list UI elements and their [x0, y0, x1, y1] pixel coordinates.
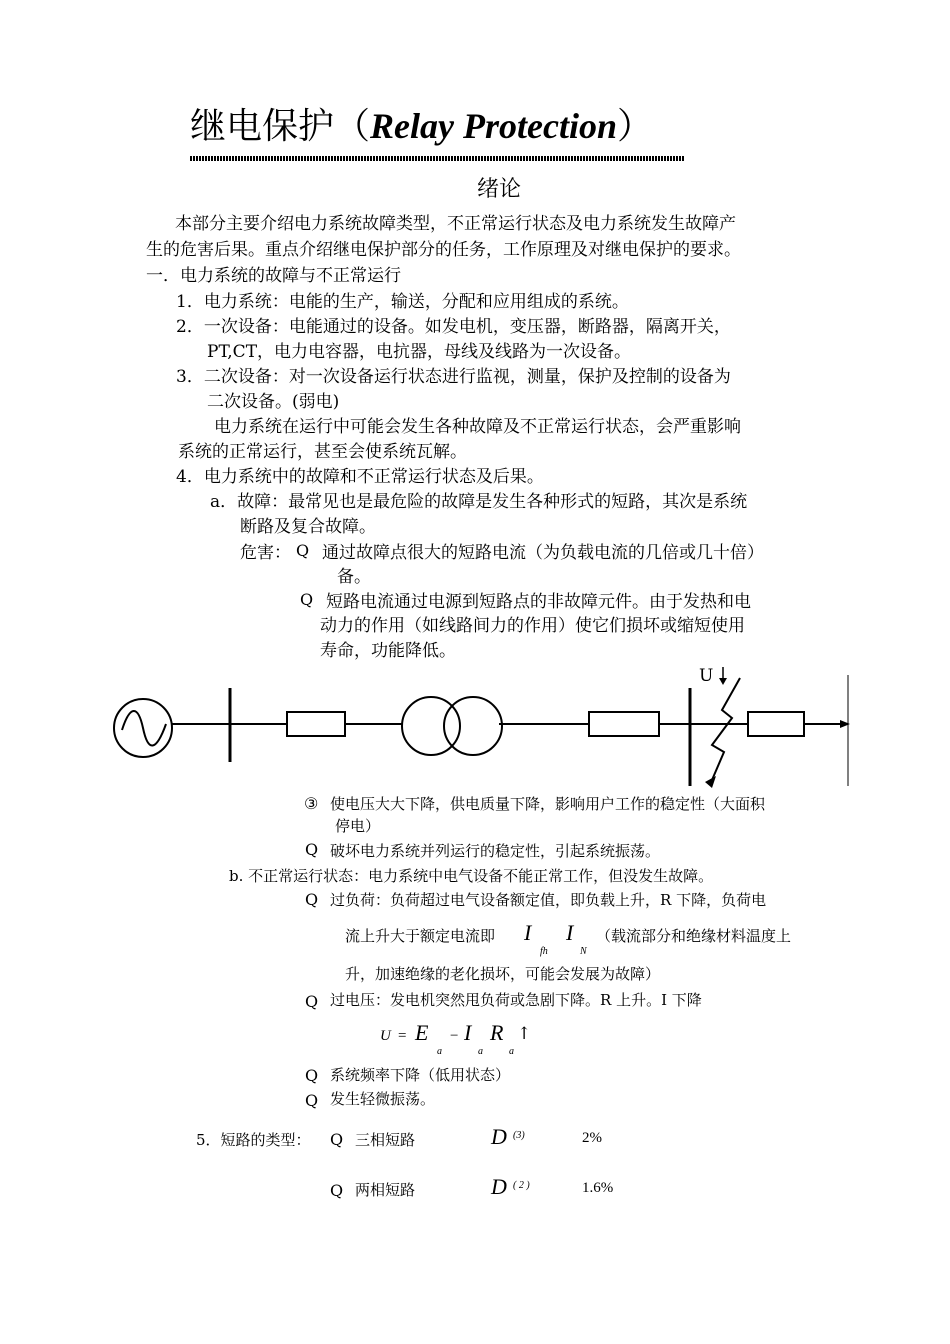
- bullet-q-icon: Q: [296, 541, 310, 560]
- row-3phase-pct: 2%: [582, 1130, 602, 1146]
- math-I-N: I: [566, 920, 574, 945]
- row-2phase-symbol: D: [491, 1174, 507, 1199]
- bullet-q-icon: Q: [305, 1091, 319, 1110]
- breaker-2: [589, 712, 659, 736]
- row-3phase-sup: (3): [513, 1130, 525, 1141]
- bullet-q-icon: Q: [305, 1066, 319, 1085]
- short-circuit-types-label: 5．短路的类型：: [196, 1131, 311, 1149]
- math-I-fh: I: [524, 920, 532, 945]
- overload-line-2-cont: （载流部分和绝缘材料温度上: [596, 927, 792, 945]
- harm-label: 危害：: [240, 543, 291, 563]
- bullet-q-icon: Q: [305, 890, 319, 909]
- harm-2-line-1: 短路电流通过电源到短路点的非故障元件。由于发热和电: [326, 592, 751, 612]
- title-chinese: 继电保护（: [190, 106, 371, 147]
- row-3phase-symbol: D: [491, 1124, 507, 1149]
- eq-sub-a: a: [509, 1046, 514, 1057]
- item-2-line-2: PT,CT，电力电容器，电抗器，母线及线路为一次设备。: [207, 342, 632, 362]
- overvoltage-line: 过电压：发电机突然甩负荷或急剧下降。R 上升。I 下降: [330, 991, 702, 1009]
- row-2phase-sup: ( 2 ): [513, 1180, 530, 1191]
- eq-E: E: [415, 1020, 429, 1045]
- harm-2-line-2: 动力的作用（如线路间力的作用）使它们损坏或缩短使用: [320, 616, 745, 636]
- harm-3-line-1: 使电压大大下降，供电质量下降，影响用户工作的稳定性（大面积: [330, 795, 766, 813]
- item-3-line-1: 3．二次设备：对一次设备运行状态进行监视，测量，保护及控制的设备为: [176, 367, 731, 387]
- freq-line: 系统频率下降（低用状态）: [330, 1066, 511, 1084]
- row-3phase-name: 三相短路: [355, 1131, 416, 1149]
- eq-U: U: [380, 1028, 391, 1044]
- eq-I: I: [464, 1020, 472, 1045]
- subscript-fh: fh: [540, 946, 548, 957]
- intro-line-1: 本部分主要介绍电力系统故障类型，不正常运行状态及电力系统发生故障产: [175, 214, 736, 234]
- bullet-q-icon: Q: [305, 840, 319, 859]
- eq-minus: −: [450, 1028, 459, 1044]
- intro-line-2: 生的危害后果。重点介绍继电保护部分的任务，工作原理及对继电保护的要求。: [146, 240, 741, 260]
- bullet-q-icon: Q: [330, 1181, 344, 1200]
- transformer-winding-2: [444, 697, 502, 755]
- bullet-q-icon: Q: [300, 590, 314, 609]
- u-label: U: [699, 666, 714, 686]
- item-1: 1．电力系统：电能的生产，输送，分配和应用组成的系统。: [176, 292, 629, 312]
- fault-lightning: [712, 678, 740, 780]
- osc-line: 发生轻微振荡。: [330, 1090, 436, 1108]
- eq-sub-a: a: [437, 1046, 442, 1057]
- overload-line-3: 升，加速绝缘的老化损坏，可能会发展为故障）: [345, 965, 661, 983]
- subscript-N: N: [580, 946, 587, 957]
- generator-wave: [122, 711, 166, 746]
- title-close-paren: ）: [616, 106, 653, 147]
- fault-line-2: 断路及复合故障。: [240, 517, 376, 537]
- eq-R: R: [490, 1020, 504, 1045]
- eq-sub-a: a: [478, 1046, 483, 1057]
- eq-up-arrow: ↑: [517, 1024, 532, 1044]
- overload-line-1: 过负荷：负荷超过电气设备额定值，即负载上升，R 下降，负荷电: [330, 891, 767, 909]
- row-2phase-name: 两相短路: [355, 1181, 416, 1199]
- u-arrow-head: [719, 678, 727, 685]
- harm-4: 破坏电力系统并列运行的稳定性，引起系统振荡。: [330, 842, 661, 860]
- item-4: 4．电力系统中的故障和不正常运行状态及后果。: [176, 467, 544, 487]
- eq-equals: =: [398, 1028, 407, 1044]
- abnormal-line: b. 不正常运行状态：电力系统中电气设备不能正常工作，但没发生故障。: [229, 867, 714, 885]
- harm-2-line-3: 寿命，功能降低。: [320, 641, 456, 661]
- harm-3-line-2: 停电）: [335, 817, 381, 835]
- item-3-line-2: 二次设备。(弱电): [207, 392, 340, 412]
- fault-line-1: a．故障：最常见也是最危险的故障是发生各种形式的短路，其次是系统: [210, 492, 748, 512]
- bullet-three-icon: ③: [304, 794, 319, 813]
- para-line-1: 电力系统在运行中可能会发生各种故障及不正常运行状态，会严重影响: [214, 417, 741, 437]
- breaker-1: [287, 712, 345, 736]
- title-english: Relay Protection: [370, 106, 617, 146]
- bullet-q-icon: Q: [305, 992, 319, 1011]
- para-line-2: 系统的正常运行，甚至会使系统瓦解。: [178, 442, 467, 462]
- bullet-q-icon: Q: [330, 1130, 344, 1149]
- subtitle: 绪论: [477, 177, 522, 202]
- row-2phase-pct: 1.6%: [582, 1180, 614, 1196]
- harm-1-line-1: 通过故障点很大的短路电流（为负载电流的几倍或几十倍）: [322, 543, 764, 563]
- section-heading: 一．电力系统的故障与不正常运行: [146, 266, 401, 286]
- breaker-3: [748, 712, 804, 736]
- overload-line-2: 流上升大于额定电流即: [345, 927, 496, 945]
- item-2-line-1: 2．一次设备：电能通过的设备。如发电机，变压器，断路器，隔离开关，: [176, 317, 731, 337]
- harm-1-line-2: 备。: [337, 567, 371, 587]
- fault-arrow-head: [705, 776, 716, 788]
